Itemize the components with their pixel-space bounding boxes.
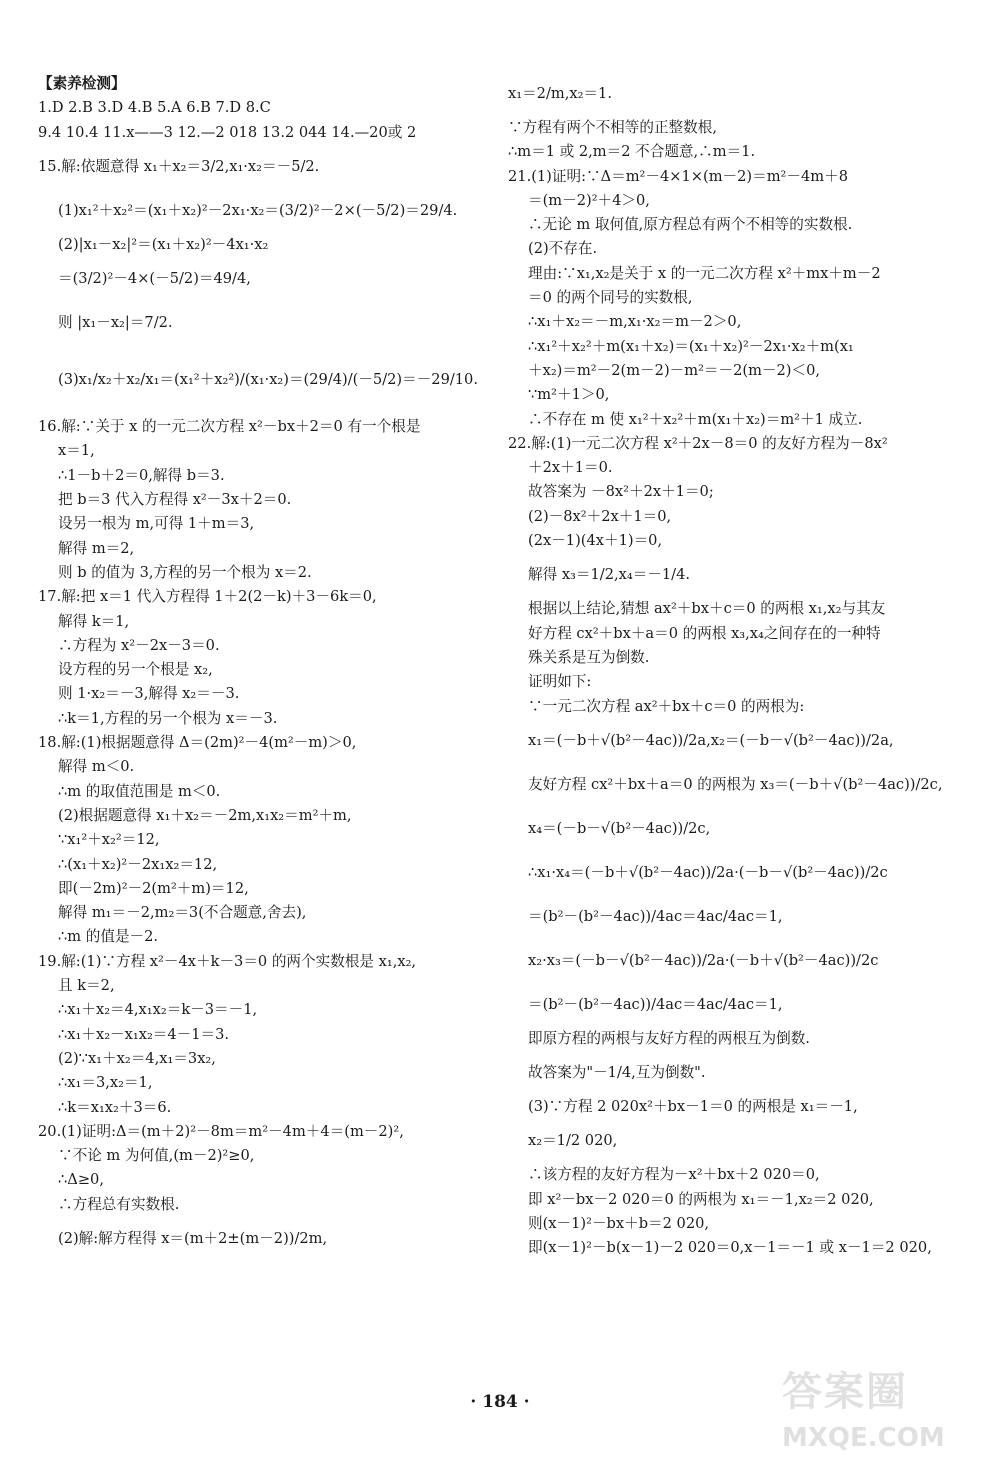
text-line: ∴该方程的友好方程为－x²＋bx＋2 020＝0, [528, 1166, 820, 1184]
right-column [508, 72, 948, 1261]
text-line: 则 1·x₂＝－3,解得 x₂＝－3. [58, 685, 240, 703]
left-column [38, 72, 478, 1261]
text-line: ∴x₁＋x₂－x₁x₂＝4－1＝3. [58, 1025, 230, 1043]
text-line: 设方程的另一个根是 x₂, [58, 661, 213, 679]
text-line: x₂＝1/2 020, [528, 1132, 618, 1150]
text-line: 则 |x₁－x₂|＝7/2. [58, 314, 173, 332]
text-line: ∴方程为 x²－2x－3＝0. [58, 636, 220, 654]
text-line: 则(x－1)²－bx＋b＝2 020, [528, 1215, 710, 1233]
text-line: ＋2x＋1＝0. [528, 459, 613, 477]
text-line: ∴(x₁＋x₂)²－2x₁x₂＝12, [58, 855, 218, 873]
text-line: 即原方程的两根与友好方程的两根互为倒数. [528, 1029, 810, 1047]
text-line: ∴无论 m 取何值,原方程总有两个不相等的实数根. [528, 216, 853, 234]
text-line: 17.解:把 x＝1 代入方程得 1＋2(2－k)＋3－6k＝0, [38, 588, 377, 606]
watermark-url: MXQE.COM [782, 1423, 945, 1453]
text-line: ∴x₁＋x₂＝4,x₁x₂＝k－3＝－1, [58, 1001, 258, 1019]
text-line: ∴m 的取值范围是 m＜0. [58, 782, 221, 800]
text-line: ∴k＝1,方程的另一个根为 x＝－3. [58, 709, 278, 727]
text-line: ∴1－b＋2＝0,解得 b＝3. [58, 466, 225, 484]
text-line: 【素养检测】 [38, 75, 126, 92]
text-line: 1.D 2.B 3.D 4.B 5.A 6.B 7.D 8.C [38, 99, 271, 117]
text-line: ∴m 的值是－2. [58, 928, 159, 946]
text-line: 即(－2m)²－2(m²＋m)＝12, [58, 879, 249, 897]
text-line: (2)根据题意得 x₁＋x₂＝－2m,x₁x₂＝m²＋m, [58, 806, 352, 824]
text-line: ∴k＝x₁x₂＋3＝6. [58, 1098, 172, 1116]
text-line: 故答案为 －8x²＋2x＋1＝0; [528, 483, 714, 501]
text-line: 即 x²－bx－2 020＝0 的两根为 x₁＝－1,x₂＝2 020, [528, 1190, 874, 1208]
text-line: ＝0 的两个同号的实数根, [528, 289, 693, 307]
text-line: 解得 m＝2, [58, 539, 135, 557]
text-line: 且 k＝2, [58, 977, 115, 995]
watermark-logo-text: 答案圈 [782, 1369, 908, 1415]
text-line: 19.解:(1)∵方程 x²－4x＋k－3＝0 的两个实数根是 x₁,x₂, [38, 952, 417, 970]
text-line: ＝(3/2)²－4×(－5/2)＝49/4, [58, 270, 251, 288]
text-line: 18.解:(1)根据题意得 Δ＝(2m)²－4(m²－m)＞0, [38, 734, 357, 752]
text-line: 21.(1)证明:∵Δ＝m²－4×1×(m－2)＝m²－4m＋8 [508, 167, 849, 185]
text-line: 解得 m＜0. [58, 758, 135, 776]
watermark-logo [782, 1360, 982, 1456]
text-line: (2x－1)(4x＋1)＝0, [528, 532, 663, 550]
text-line: ∵方程有两个不相等的正整数根, [508, 119, 717, 136]
text-line: 22.解:(1)一元二次方程 x²＋2x－8＝0 的友好方程为－8x² [508, 434, 888, 452]
text-line: x₁＝2/m,x₂＝1. [508, 85, 612, 102]
text-line: 理由:∵x₁,x₂是关于 x 的一元二次方程 x²＋mx＋m－2 [528, 264, 881, 282]
text-line: x₁＝(－b＋√(b²－4ac))/2a,x₂＝(－b－√(b²－4ac))/2a, [528, 731, 894, 749]
text-line: (2)－8x²＋2x＋1＝0, [528, 507, 672, 525]
text-line: ＝(m－2)²＋4＞0, [528, 191, 650, 209]
text-line: x＝1, [58, 442, 95, 460]
text-line: ∵不论 m 为何值,(m－2)²≥0, [58, 1147, 255, 1165]
text-line: (2)不存在. [528, 240, 598, 258]
text-line: 解得 k＝1, [58, 612, 130, 630]
text-line: 把 b＝3 代入方程得 x²－3x＋2＝0. [58, 491, 292, 509]
text-line: ∴x₁·x₄＝(－b＋√(b²－4ac))/2a·(－b－√(b²－4ac))/2c [528, 863, 888, 881]
text-line: ∴Δ≥0, [58, 1171, 104, 1189]
text-line: ∴不存在 m 使 x₁²＋x₂²＋m(x₁＋x₂)＝m²＋1 成立. [528, 410, 863, 428]
text-line: (2)解:解方程得 x＝(m＋2±(m－2))/2m, [58, 1229, 328, 1247]
text-line: ∴x₁＋x₂＝－m,x₁·x₂＝m－2＞0, [528, 313, 742, 331]
text-line: 友好方程 cx²＋bx＋a＝0 的两根为 x₃＝(－b＋√(b²－4ac))/2c, [528, 775, 943, 793]
text-line: 证明如下: [528, 673, 592, 691]
text-line: x₄＝(－b－√(b²－4ac))/2c, [528, 819, 711, 837]
text-line: 即(x－1)²－b(x－1)－2 020＝0,x－1＝－1 或 x－1＝2 020, [528, 1239, 932, 1257]
text-line: ∵一元二次方程 ax²＋bx＋c＝0 的两根为: [528, 697, 805, 715]
text-line: (3)∵方程 2 020x²＋bx－1＝0 的两根是 x₁＝－1, [528, 1098, 858, 1116]
text-line: ∴x₁²＋x₂²＋m(x₁＋x₂)＝(x₁＋x₂)²－2x₁·x₂＋m(x₁ [528, 337, 854, 355]
text-line: 20.(1)证明:Δ＝(m＋2)²－8m＝m²－4m＋4＝(m－2)², [38, 1122, 404, 1140]
text-line: (1)x₁²＋x₂²＝(x₁＋x₂)²－2x₁·x₂＝(3/2)²－2×(－5/2)＝29/4. [58, 201, 458, 219]
text-line: (2)∵x₁＋x₂＝4,x₁＝3x₂, [58, 1049, 216, 1067]
text-line: 9.4 10.4 11.x——3 12.—2 018 13.2 044 14.—20或 2 [38, 123, 417, 141]
text-line: 好方程 cx²＋bx＋a＝0 的两根 x₃,x₄之间存在的一种特 [528, 624, 881, 642]
text-line: 解得 m₁＝－2,m₂＝3(不合题意,舍去), [58, 904, 307, 922]
text-line: ∵m²＋1＞0, [528, 386, 610, 404]
text-line: 故答案为"－1/4,互为倒数". [528, 1064, 706, 1082]
text-line: 根据以上结论,猜想 ax²＋bx＋c＝0 的两根 x₁,x₂与其友 [528, 600, 886, 618]
text-line: 16.解:∵关于 x 的一元二次方程 x²－bx＋2＝0 有一个根是 [38, 418, 421, 436]
text-line: ＝(b²－(b²－4ac))/4ac＝4ac/4ac＝1, [528, 907, 783, 925]
text-line: ∴m＝1 或 2,m＝2 不合题意,∴m＝1. [508, 143, 756, 161]
text-line: 15.解:依题意得 x₁＋x₂＝3/2,x₁·x₂＝－5/2. [38, 157, 320, 175]
page-number: · 184 · [470, 1392, 530, 1412]
text-line: (3)x₁/x₂＋x₂/x₁＝(x₁²＋x₂²)/(x₁·x₂)＝(29/4)/(－5/2)＝－29/10. [58, 371, 478, 389]
text-line: ∴方程总有实数根. [58, 1195, 180, 1213]
text-line: (2)|x₁－x₂|²＝(x₁＋x₂)²－4x₁·x₂ [58, 235, 269, 253]
text-line: 则 b 的值为 3,方程的另一个根为 x＝2. [58, 563, 312, 581]
text-line: 殊关系是互为倒数. [528, 648, 650, 666]
text-line: ＝(b²－(b²－4ac))/4ac＝4ac/4ac＝1, [528, 995, 783, 1013]
text-line: ＋x₂)＝m²－2(m－2)－m²＝－2(m－2)＜0, [528, 361, 821, 379]
text-line: ∵x₁²＋x₂²＝12, [58, 831, 160, 849]
text-line: 解得 x₃＝1/2,x₄＝－1/4. [528, 566, 691, 584]
text-line: x₂·x₃＝(－b－√(b²－4ac))/2a·(－b＋√(b²－4ac))/2c [528, 951, 879, 969]
text-line: ∴x₁＝3,x₂＝1, [58, 1074, 153, 1092]
text-line: 设另一根为 m,可得 1＋m＝3, [58, 515, 255, 533]
